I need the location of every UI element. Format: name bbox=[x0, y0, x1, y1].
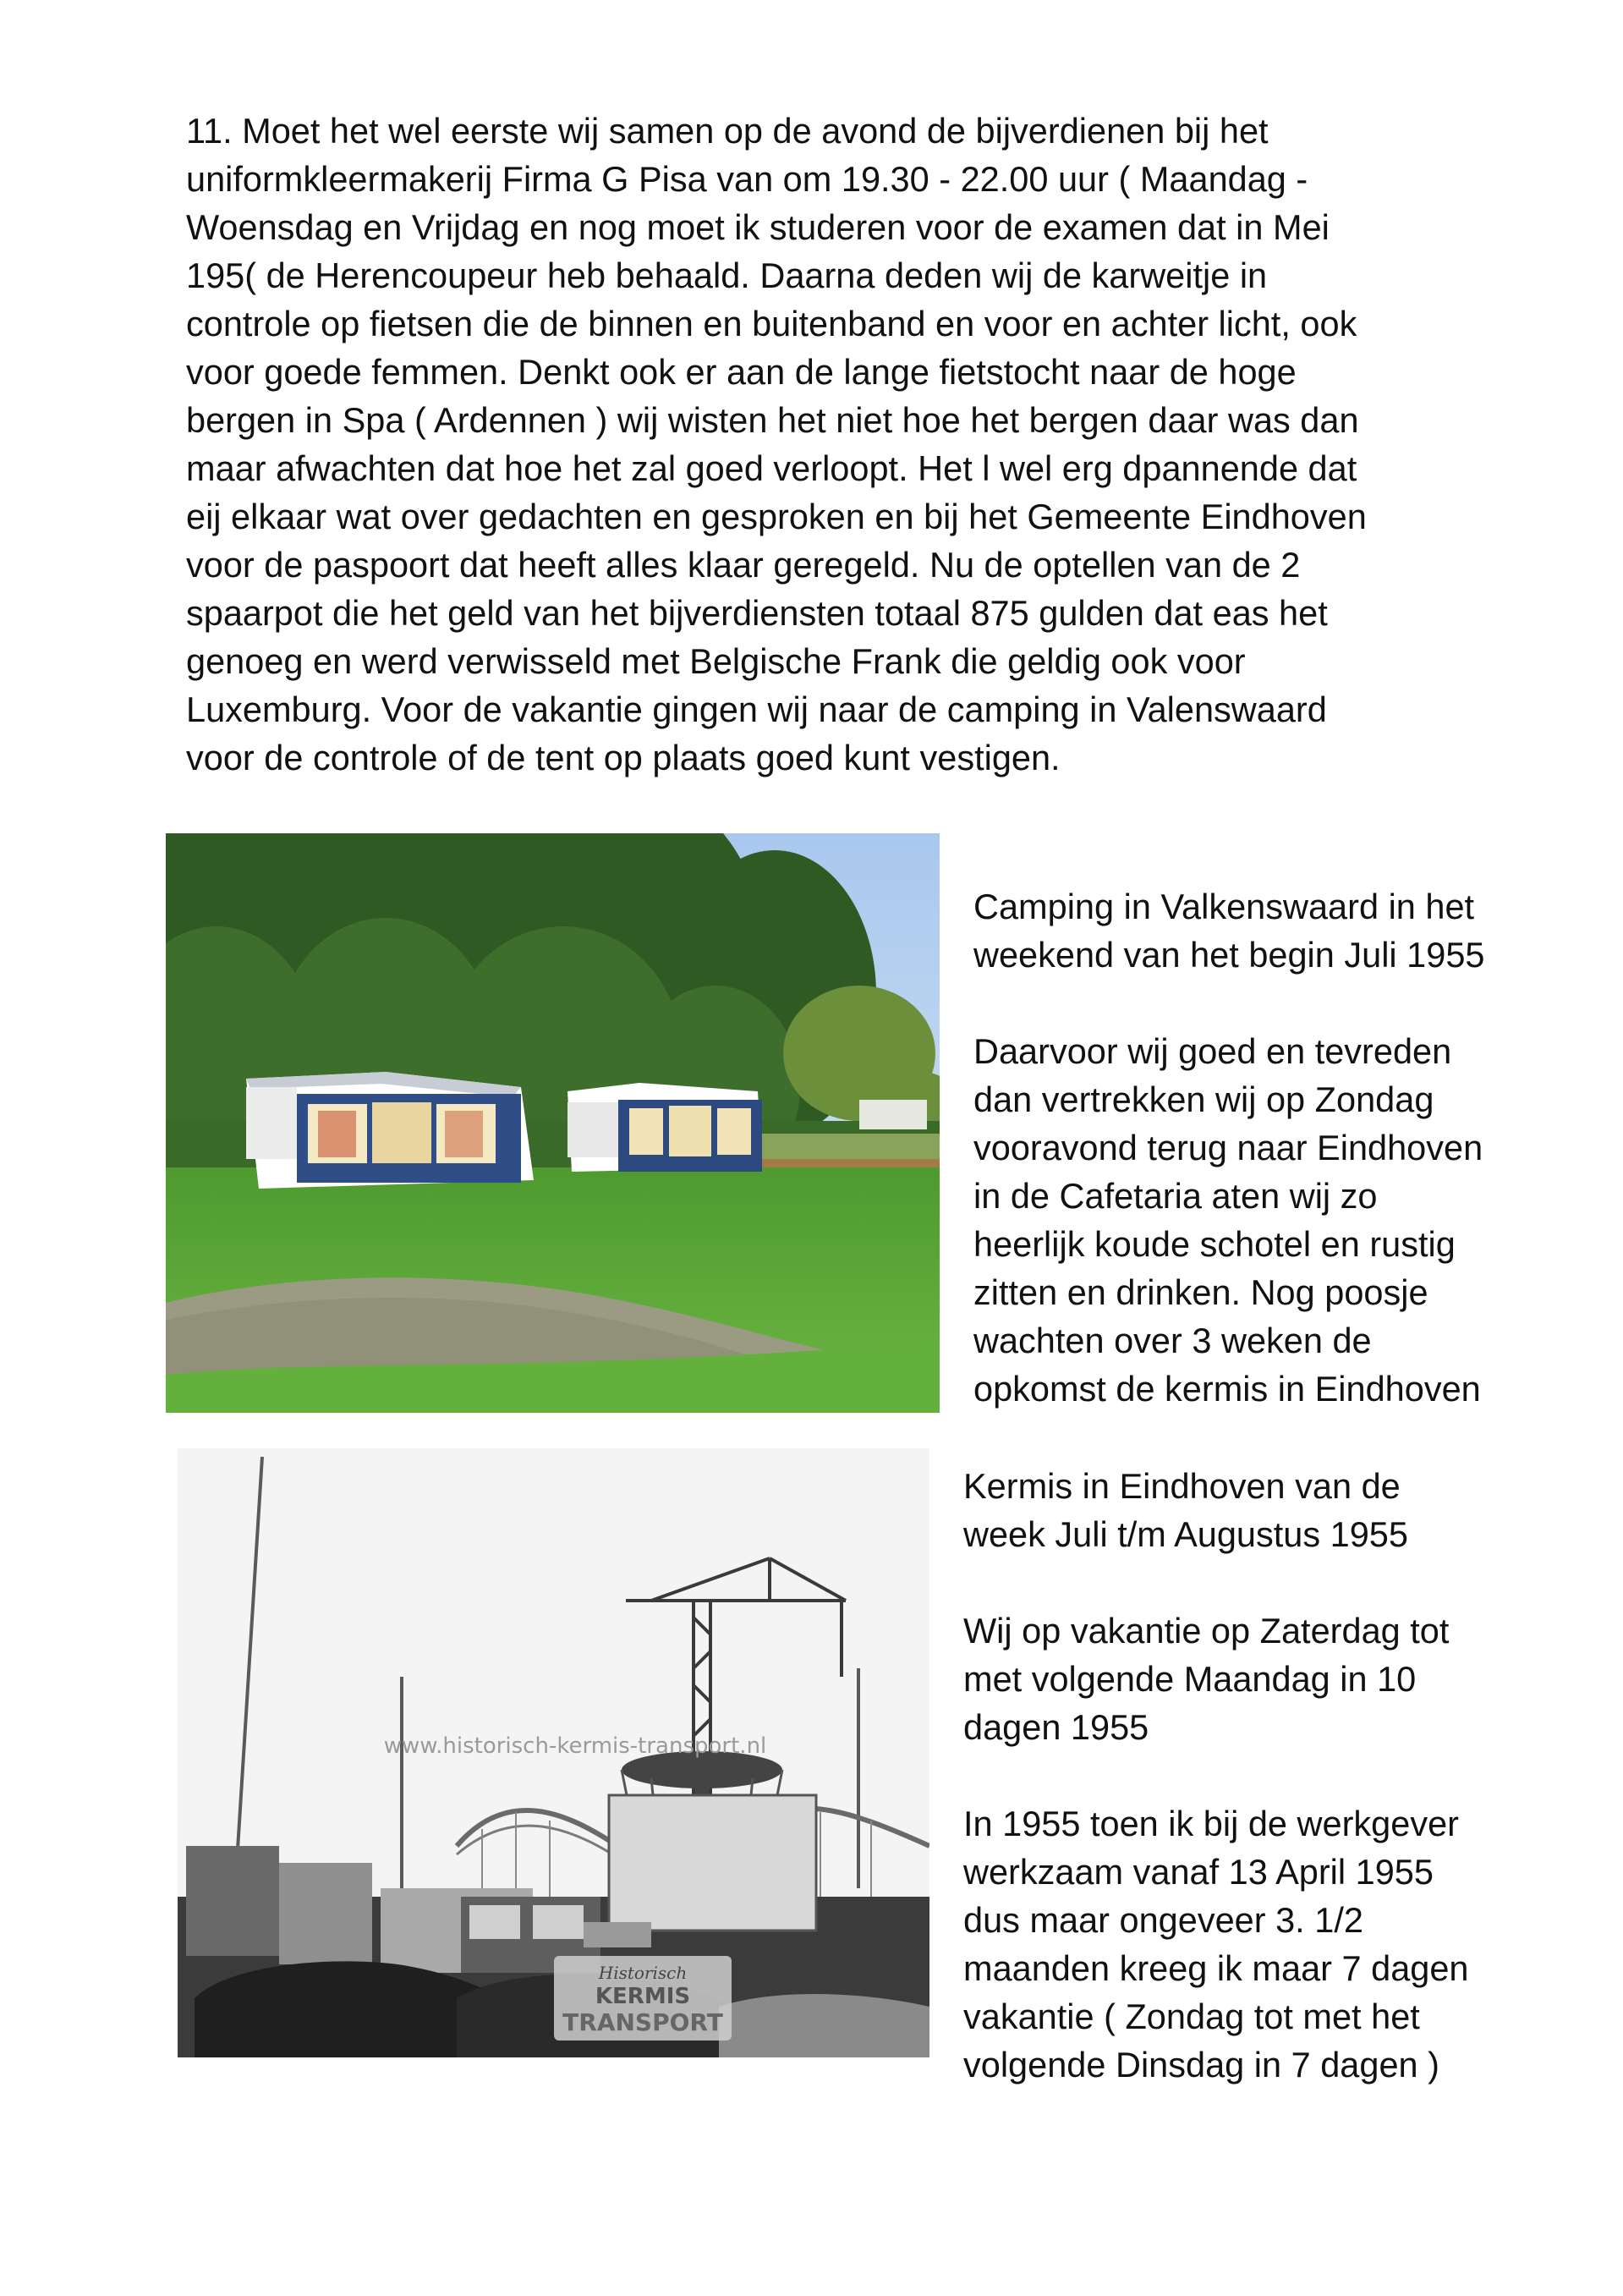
caption-body-line: dagen 1955 bbox=[963, 1707, 1149, 1747]
kermis-photo bbox=[178, 1448, 929, 2057]
caption-body-line: volgende Dinsdag in 7 dagen ) bbox=[963, 2045, 1439, 2085]
caption-body-line: Wij op vakantie op Zaterdag tot bbox=[963, 1611, 1450, 1651]
intro-line: voor de paspoort dat heeft alles klaar geregeld. Nu de optellen van de 2 bbox=[186, 545, 1301, 585]
intro-line: maar afwachten dat hoe het zal goed verloopt. Het l wel erg dpannende dat bbox=[186, 448, 1357, 488]
caption-body-line: met volgende Maandag in 10 bbox=[963, 1659, 1417, 1699]
caption-body-line: wachten over 3 weken de bbox=[973, 1321, 1372, 1360]
watermark-logo-line2: KERMIS bbox=[595, 1984, 691, 2009]
caption-body-line: opkomst de kermis in Eindhoven bbox=[973, 1369, 1481, 1409]
caption-heading-line: week Juli t/m Augustus 1955 bbox=[963, 1514, 1408, 1554]
kermis-caption bbox=[963, 1462, 1606, 2089]
caption-body-line: dus maar ongeveer 3. 1/2 bbox=[963, 1900, 1363, 1940]
caption-heading-line: weekend van het begin Juli 1955 bbox=[973, 935, 1485, 975]
intro-line: 11. Moet het wel eerste wij samen op de avond de bijverdienen bij het bbox=[186, 111, 1269, 151]
watermark-logo-line3: TRANSPORT bbox=[562, 2008, 723, 2036]
watermark-logo-line1: Historisch bbox=[598, 1963, 688, 1983]
intro-paragraph bbox=[186, 107, 1522, 782]
caption-body-line: zitten en drinken. Nog poosje bbox=[973, 1272, 1428, 1312]
caption-heading-line: Camping in Valkenswaard in het bbox=[973, 887, 1475, 926]
caption-body-line: werkzaam vanaf 13 April 1955 bbox=[963, 1852, 1434, 1892]
intro-line: voor de controle of de tent op plaats goed kunt vestigen. bbox=[186, 738, 1061, 777]
intro-line: genoeg en werd verwisseld met Belgische Frank die geldig ook voor bbox=[186, 641, 1246, 681]
caption-body-line: dan vertrekken wij op Zondag bbox=[973, 1079, 1434, 1119]
intro-line: controle op fietsen die de binnen en buitenband en voor en achter licht, ook bbox=[186, 304, 1357, 343]
intro-line: spaarpot die het geld van het bijverdiensten totaal 875 gulden dat eas het bbox=[186, 593, 1328, 633]
intro-line: uniformkleermakerij Firma G Pisa van om 19.30 - 22.00 uur ( Maandag - bbox=[186, 159, 1308, 199]
caption-heading-line: Kermis in Eindhoven van de bbox=[963, 1466, 1401, 1506]
intro-line: eij elkaar wat over gedachten en gesproken en bij het Gemeente Eindhoven bbox=[186, 497, 1367, 536]
caption-body-line: in de Cafetaria aten wij zo bbox=[973, 1176, 1378, 1216]
caption-body-line: maanden kreeg ik maar 7 dagen bbox=[963, 1948, 1469, 1988]
camping-photo-illustration bbox=[166, 833, 940, 1413]
caption-body-line: Daarvoor wij goed en tevreden bbox=[973, 1031, 1452, 1071]
kermis-photo-illustration bbox=[178, 1448, 929, 2057]
camping-photo bbox=[166, 833, 940, 1413]
intro-line: 195( de Herencoupeur heb behaald. Daarna deden wij de karweitje in bbox=[186, 255, 1268, 295]
caption-body-line: vakantie ( Zondag tot met het bbox=[963, 1997, 1420, 2036]
caption-body-line: In 1955 toen ik bij de werkgever bbox=[963, 1804, 1459, 1843]
intro-line: voor goede femmen. Denkt ook er aan de lange fietstocht naar de hoge bbox=[186, 352, 1297, 392]
intro-line: Luxemburg. Voor de vakantie gingen wij naar de camping in Valenswaard bbox=[186, 689, 1327, 729]
caption-body-line: heerlijk koude schotel en rustig bbox=[973, 1224, 1456, 1264]
intro-line: bergen in Spa ( Ardennen ) wij wisten het niet hoe het bergen daar was dan bbox=[186, 400, 1359, 440]
intro-line: Woensdag en Vrijdag en nog moet ik studeren voor de examen dat in Mei bbox=[186, 207, 1330, 247]
watermark-url: www.historisch-kermis-transport.nl bbox=[383, 1733, 767, 1759]
camping-caption bbox=[973, 882, 1599, 1413]
caption-body-line: vooravond terug naar Eindhoven bbox=[973, 1128, 1483, 1167]
